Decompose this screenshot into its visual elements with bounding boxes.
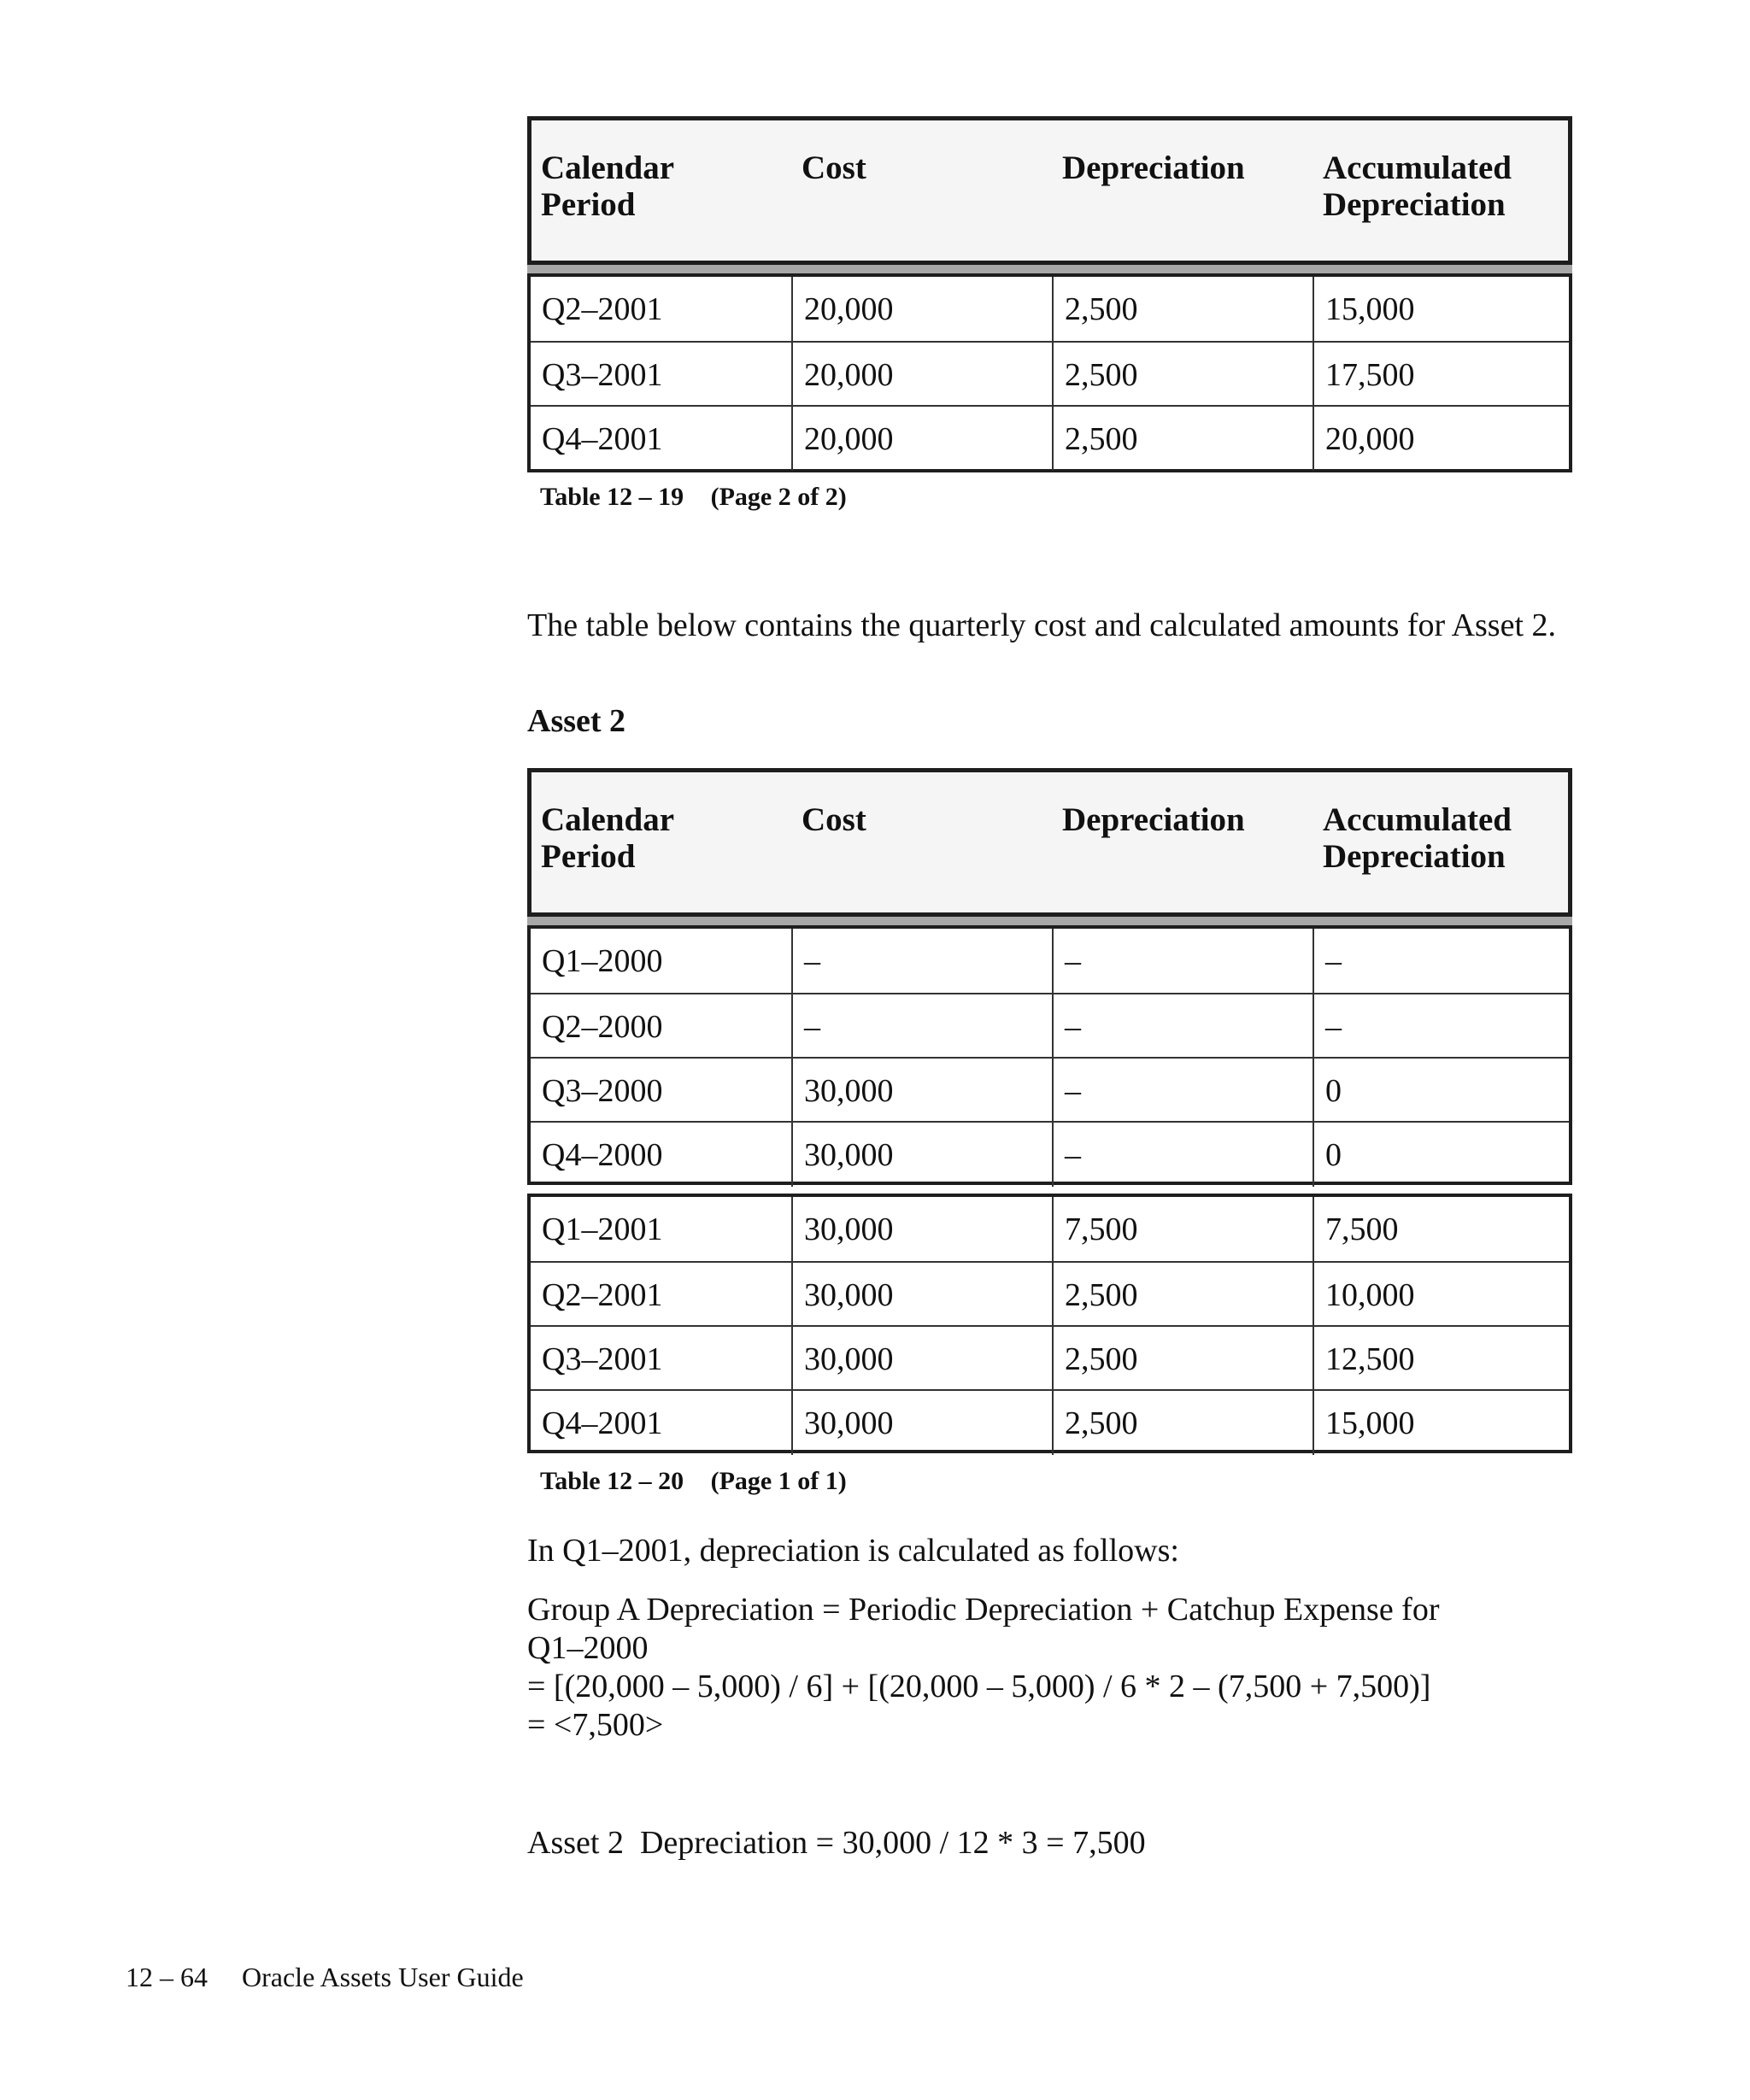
cell-cost: 30,000	[791, 1059, 1052, 1123]
header-separator	[527, 917, 1572, 925]
asset-heading: Asset 2	[527, 703, 626, 739]
group-a-formula	[527, 1591, 1587, 1745]
cell-period: Q1–2000	[542, 942, 663, 979]
formula-line: = [(20,000 – 5,000) / 6] + [(20,000 – 5,000) / 6 * 2 – (7,500 + 7,500)]	[527, 1669, 1431, 1704]
table-row	[531, 1261, 1569, 1327]
table-row	[531, 341, 1569, 407]
column-header-cost: Cost	[802, 150, 866, 186]
table-20-caption	[540, 1467, 847, 1496]
cell-accumulated: –	[1312, 929, 1569, 993]
table-row	[531, 1197, 1569, 1261]
cell-accumulated: 20,000	[1312, 407, 1569, 471]
cell-period: Q3–2000	[542, 1072, 663, 1109]
cell-cost: –	[791, 994, 1052, 1059]
caption-page: (Page 2 of 2)	[710, 483, 847, 511]
guide-title: Oracle Assets User Guide	[242, 1962, 524, 1992]
calculation-intro: In Q1–2001, depreciation is calculated as follows:	[527, 1533, 1179, 1569]
cell-period: Q3–2001	[542, 1340, 663, 1377]
cell-depreciation: 2,500	[1052, 343, 1312, 407]
cell-cost: 30,000	[791, 1391, 1052, 1455]
cell-cost: 30,000	[791, 1123, 1052, 1187]
cell-cost: 20,000	[791, 277, 1052, 341]
cell-period: Q3–2001	[542, 356, 663, 393]
intro-paragraph: The table below contains the quarterly cost and calculated amounts for Asset 2.	[527, 607, 1557, 643]
cell-depreciation: 2,500	[1052, 277, 1312, 341]
table-20-group-2000	[527, 925, 1572, 1185]
table-row	[531, 1121, 1569, 1187]
cell-accumulated: 15,000	[1312, 277, 1569, 341]
asset2-formula: Asset 2 Depreciation = 30,000 / 12 * 3 = 7,500	[527, 1825, 1146, 1861]
cell-accumulated: 10,000	[1312, 1263, 1569, 1327]
cell-cost: 30,000	[791, 1263, 1052, 1327]
caption-number: Table 12 – 19	[540, 483, 684, 511]
cell-period: Q2–2000	[542, 1008, 663, 1045]
cell-depreciation: 2,500	[1052, 1263, 1312, 1327]
table-row	[531, 1057, 1569, 1123]
caption-page: (Page 1 of 1)	[710, 1467, 847, 1495]
cell-depreciation: –	[1052, 1059, 1312, 1123]
table-row	[531, 993, 1569, 1059]
cell-cost: 20,000	[791, 407, 1052, 471]
cell-cost: 30,000	[791, 1197, 1052, 1261]
cell-accumulated: 0	[1312, 1059, 1569, 1123]
formula-line: = <7,500>	[527, 1707, 664, 1743]
cell-cost: 30,000	[791, 1327, 1052, 1391]
table-20-group-2001	[527, 1194, 1572, 1453]
formula-line: Group A Depreciation = Periodic Depreciation + Catchup Expense for	[527, 1592, 1440, 1628]
caption-number: Table 12 – 20	[540, 1467, 684, 1495]
cell-period: Q4–2001	[542, 420, 663, 457]
cell-period: Q2–2001	[542, 1276, 663, 1313]
cell-depreciation: 2,500	[1052, 1327, 1312, 1391]
column-header-period: Calendar Period	[541, 150, 674, 223]
cell-cost: –	[791, 929, 1052, 993]
cell-depreciation: –	[1052, 1123, 1312, 1187]
cell-accumulated: 17,500	[1312, 343, 1569, 407]
cell-depreciation: –	[1052, 929, 1312, 993]
table-row	[531, 929, 1569, 993]
column-header-accumulated: Accumulated Depreciation	[1323, 801, 1512, 875]
column-header-accumulated: Accumulated Depreciation	[1323, 150, 1512, 223]
column-header-depreciation: Depreciation	[1062, 801, 1245, 838]
table-19-header	[527, 116, 1572, 265]
cell-accumulated: –	[1312, 994, 1569, 1059]
page-number: 12 – 64	[126, 1962, 208, 1992]
cell-period: Q4–2000	[542, 1136, 663, 1173]
cell-accumulated: 15,000	[1312, 1391, 1569, 1455]
table-19-body	[527, 273, 1572, 472]
cell-depreciation: 2,500	[1052, 1391, 1312, 1455]
column-header-cost: Cost	[802, 801, 866, 838]
cell-accumulated: 0	[1312, 1123, 1569, 1187]
cell-accumulated: 12,500	[1312, 1327, 1569, 1391]
cell-depreciation: 7,500	[1052, 1197, 1312, 1261]
cell-depreciation: –	[1052, 994, 1312, 1059]
table-20-header	[527, 768, 1572, 917]
table-row	[531, 277, 1569, 341]
table-19-caption	[540, 483, 847, 512]
table-row	[531, 1389, 1569, 1455]
header-separator	[527, 265, 1572, 273]
cell-depreciation: 2,500	[1052, 407, 1312, 471]
column-header-depreciation: Depreciation	[1062, 150, 1245, 186]
cell-period: Q1–2001	[542, 1211, 663, 1247]
cell-accumulated: 7,500	[1312, 1197, 1569, 1261]
cell-cost: 20,000	[791, 343, 1052, 407]
column-header-period: Calendar Period	[541, 801, 674, 875]
formula-line: Q1–2000	[527, 1630, 649, 1666]
cell-period: Q4–2001	[542, 1405, 663, 1441]
cell-period: Q2–2001	[542, 290, 663, 327]
table-row	[531, 1325, 1569, 1391]
table-row	[531, 405, 1569, 471]
